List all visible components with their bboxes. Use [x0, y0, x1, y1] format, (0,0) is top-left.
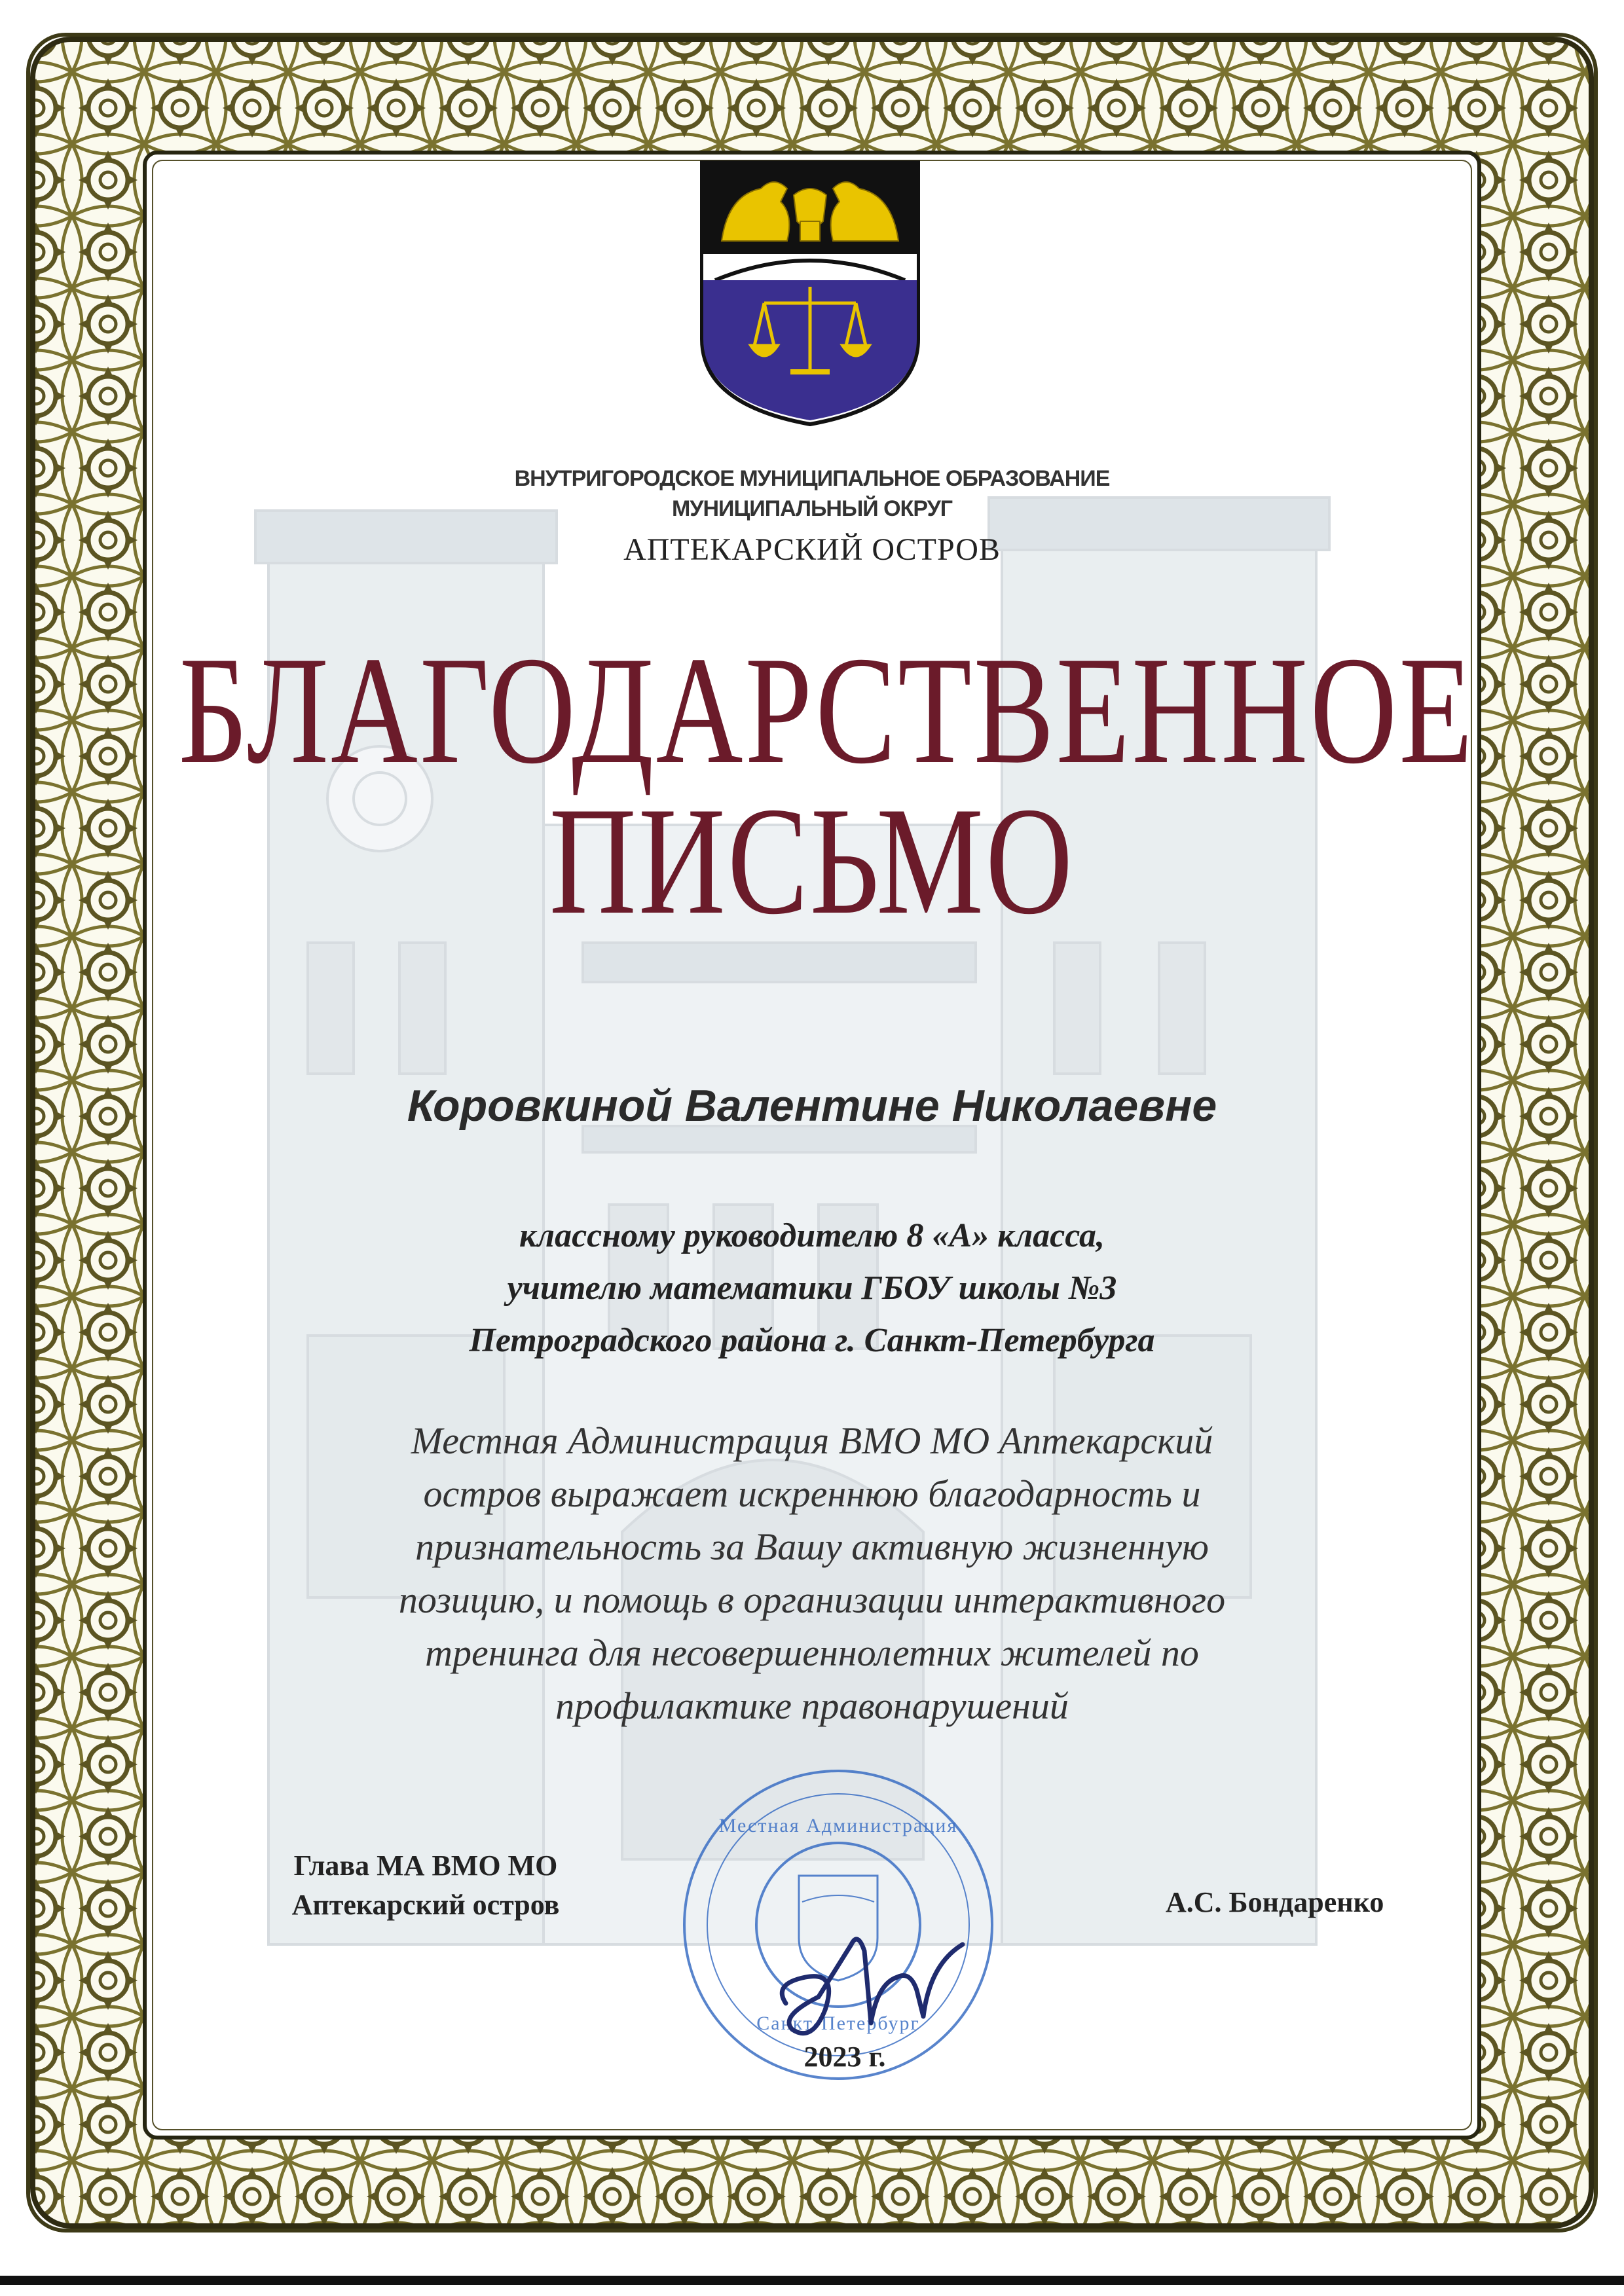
recipient-position-line-3: Петроградского района г. Санкт-Петербурга: [469, 1322, 1155, 1359]
message-line: позицию, и помощь в организации интерактивного: [398, 1578, 1226, 1621]
signatory-title: [242, 1846, 609, 1925]
message-line: остров выражает искреннюю благодарность и: [423, 1472, 1201, 1515]
gratitude-message: [314, 1414, 1310, 1732]
recipient-position-line-2: учителю математики ГБОУ школы №3: [507, 1269, 1117, 1307]
org-line-1: ВНУТРИГОРОДСКОЕ МУНИЦИПАЛЬНОЕ ОБРАЗОВАНИЕ: [514, 466, 1110, 491]
message-line: признательность за Вашу активную жизненную: [415, 1525, 1209, 1568]
org-line-2: МУНИЦИПАЛЬНЫЙ ОКРУГ: [671, 496, 952, 521]
message-line: профилактике правонарушений: [555, 1685, 1069, 1727]
document-title-line-2: ПИСЬМО: [549, 776, 1075, 947]
document-title-line-1: БЛАГОДАРСТВЕННОЕ: [178, 625, 1475, 796]
signatory-name: А.С. Бондаренко: [1166, 1886, 1384, 1918]
signatory-title-line-2: Аптекарский остров: [291, 1889, 560, 1921]
recipient-name: Коровкиной Валентине Николаевне: [407, 1081, 1217, 1131]
coat-of-arms-icon: [695, 156, 925, 431]
svg-text:Местная Администрация: Местная Администрация: [718, 1815, 958, 1836]
document-year: 2023 г.: [803, 2041, 886, 2073]
org-line-3: АПТЕКАРСКИЙ ОСТРОВ: [623, 532, 1001, 567]
svg-text:Санкт-Петербург: Санкт-Петербург: [756, 2013, 920, 2034]
signatory-title-line-1: Глава МА ВМО МО: [293, 1850, 558, 1882]
message-line: Местная Администрация ВМО МО Аптекарский: [411, 1419, 1213, 1462]
message-line: тренинга для несовершеннолетних жителей по: [425, 1631, 1199, 1674]
recipient-position-line-1: классному руководителю 8 «А» класса,: [519, 1217, 1105, 1254]
handwritten-signature: [766, 1905, 976, 2049]
scan-edge-line: [0, 2276, 1624, 2285]
